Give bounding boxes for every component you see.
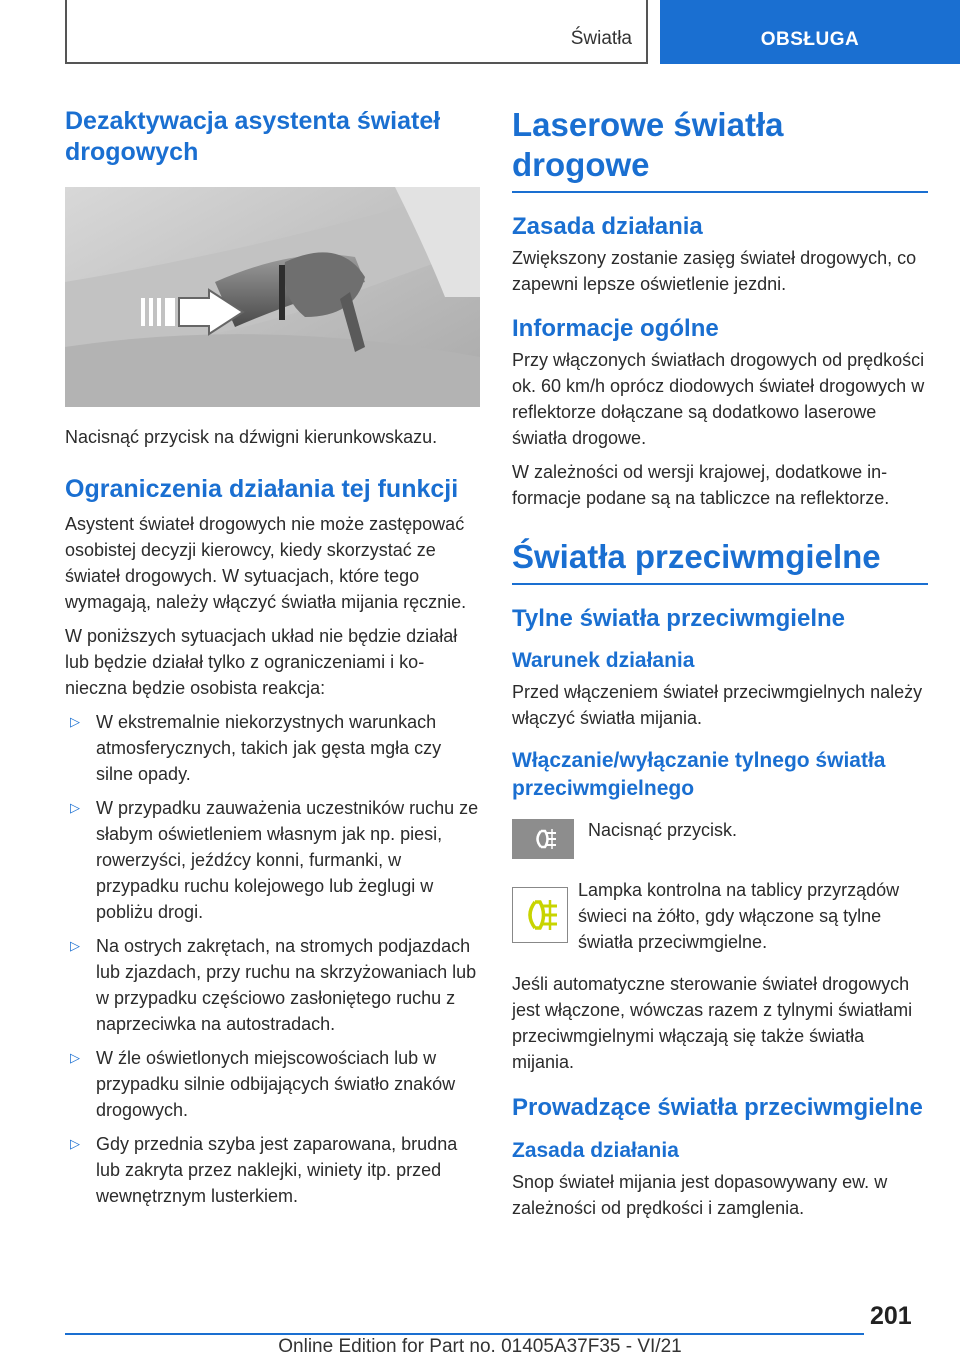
paragraph-general-1: Przy włączonych światłach drogowych od prędkości ok. 60 km/h oprócz diodowych świateł drogowych w reflektorze dołączane są dodatkowo laserowe światła drogowe. [512,350,925,448]
bullet-triangle-icon: ▷ [70,1050,80,1065]
list-item: ▷ W przypadku zauważenia uczestników ruchu ze słabym oświetleniem własnym jak np. piesi, rowerzyści, jeźdźcy konni, furmanki, w przypadku ruchu kolejowego lub żeglugi w pobliżu drogi. [65,795,480,925]
photo-caption: Nacisnąć przycisk na dźwigni kierunkowskazu. [65,427,438,447]
header-section-title: Światła [570,28,632,49]
press-button-row [512,817,928,863]
press-button-text: Nacisnąć przycisk. [588,820,738,840]
heading-general: Informacje ogólne [512,315,719,342]
bullet-triangle-icon: ▷ [70,938,80,953]
heading-laser: Laserowe światła drogowe [512,105,928,193]
paragraph-auto: Jeśli automatyczne sterowanie świateł drogowych jest włączone, wówczas razem z tylnymi światłami przeciwmgielnymi włączają się także światła mijania. [512,974,913,1072]
paragraph-condition: Przed włączeniem świateł przeciwmgielnych należy włączyć światła mijania. [512,682,923,728]
paragraph-leading: Snop świateł mijania jest dopasowywany ew. w zależności od prędkości i zamglenia. [512,1172,888,1218]
indicator-text: Lampka kontrolna na tablicy przyrządów świeci na żółto, gdy włączone są tylne światła przeciwmgielne. [578,880,900,952]
heading-switch: Włączanie/wyłączanie tylnego światła przeciwmgielnego [512,749,886,800]
rear-fog-button-icon[interactable] [512,819,574,859]
bullet-triangle-icon: ▷ [70,714,80,729]
heading-rear-fog: Tylne światła przeciwmgielne [512,605,845,632]
lever-photo [65,187,480,407]
heading-leading: Prowadzące światła przeciwmgielne [512,1094,923,1121]
header-tab-label: OBSŁUGA [760,29,860,50]
lever-photo-illustration [65,187,480,407]
footer-divider [65,1333,864,1335]
paragraph-limits-1: Asystent świateł drogowych nie może zastępować osobistej decyzji kierowcy, kiedy skorzystać ze świateł drogowych. W sytuacjach, które tego wymagają, należy włączyć światła mijania ręcznie. [65,514,467,612]
left-column [65,106,480,1209]
header-tab[interactable] [660,0,960,64]
bullet-triangle-icon: ▷ [70,800,80,815]
header-left-box [65,0,648,64]
list-item: ▷ W źle oświetlonych miejscowościach lub w przypadku silnie odbijających światło znaków drogowych. [65,1045,480,1123]
limits-list [65,709,480,1209]
list-item: ▷ Na ostrych zakrętach, na stromych podjazdach lub zjazdach, przy ruchu na skrzyżowaniach lub w przypadku częściowo zasłoniętego ruchu z naprzeciwka na autostradach. [65,933,480,1037]
heading-fog: Światła przeciwmgielne [512,537,928,585]
right-column [512,105,928,1221]
indicator-row [512,877,928,957]
bullet-triangle-icon: ▷ [70,1136,80,1151]
list-item: ▷ Gdy przednia szyba jest zaparowana, brudna lub zakryta przez naklejki, winiety itp. przed wewnętrznym lusterkiem. [65,1131,480,1209]
heading-deactivate: Dezaktywacja asystenta świateł drogowych [65,107,441,166]
heading-principle-2: Zasada działania [512,1139,679,1162]
list-item: ▷ W ekstremalnie niekorzystnych warunkach atmosferycznych, takich jak gęsta mgła czy silne opady. [65,709,480,787]
rear-fog-indicator-icon [512,887,568,943]
heading-condition: Warunek działania [512,649,695,672]
heading-principle: Zasada działania [512,213,703,240]
high-beam-arrow-icon [139,288,249,336]
paragraph-general-2: W zależności od wersji krajowej, dodatkowe informacje podane są na tabliczce na reflektorze. [512,462,890,508]
footer-edition: Online Edition for Part no. 01405A37F35 - VI/21 [278,1336,682,1357]
paragraph-principle: Zwiększony zostanie zasięg świateł drogowych, co zapewni lepsze oświetlenie jezdni. [512,248,917,294]
heading-limits: Ograniczenia działania tej funkcji [65,475,459,503]
paragraph-limits-2: W poniższych sytuacjach układ nie będzie działał lub będzie działał tylko z ograniczeniami i konieczna będzie osobista reakcja: [65,626,458,698]
page-number: 201 [870,1302,912,1330]
